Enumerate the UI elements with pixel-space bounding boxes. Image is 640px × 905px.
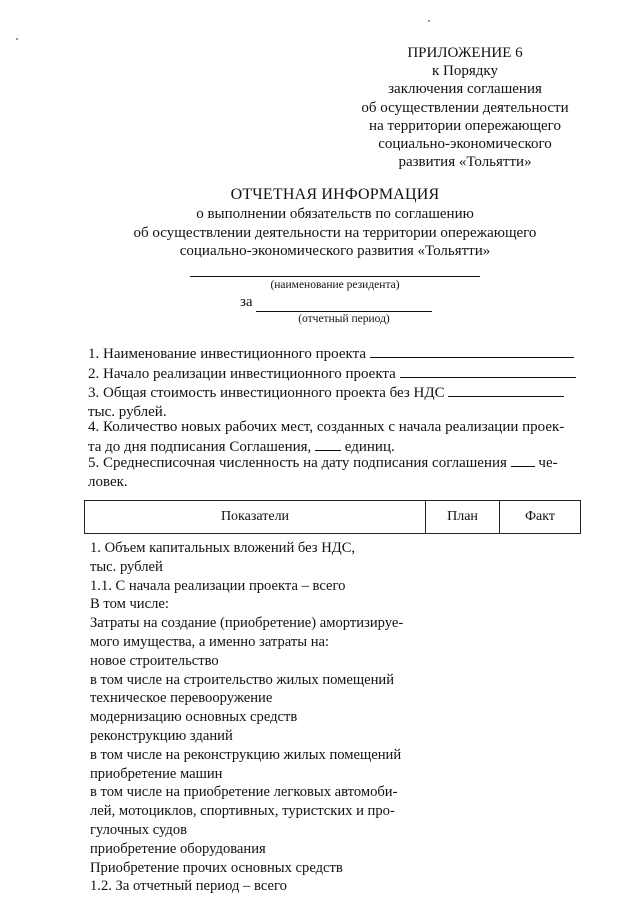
field-row-3 (88, 383, 580, 403)
resident-name-line[interactable] (190, 276, 480, 277)
column-header-plan: План (426, 501, 500, 534)
project-start-label: 2. Начало реализации инвестиционного проекта (88, 365, 396, 382)
scan-speck (16, 38, 18, 40)
appendix-line: развития «Тольятти» (398, 154, 532, 171)
project-name-field[interactable] (370, 344, 574, 358)
project-name-label: 1. Наименование инвестиционного проекта (88, 346, 367, 362)
appendix-line: социально-экономического (378, 136, 552, 153)
headcount-field[interactable] (511, 453, 535, 467)
scan-speck (428, 20, 430, 22)
report-title: ОТЧЕТНАЯ ИНФОРМАЦИЯ (230, 186, 440, 203)
indicator-list (90, 539, 403, 896)
indicator-row: гулочных судов (90, 821, 188, 838)
indicator-row: В том числе: (90, 596, 169, 613)
project-fields (88, 344, 580, 421)
project-cost-label: 3. Общая стоимость инвестиционного проекта без НДС (88, 385, 445, 401)
indicator-row: приобретение оборудования (90, 840, 266, 857)
column-header-fact: Факт (500, 501, 581, 534)
indicator-row: приобретение машин (90, 765, 223, 782)
jobs-count-field[interactable] (315, 437, 341, 451)
subtitle-line: социально-экономического развития «Тольятти» (179, 243, 491, 259)
jobs-label-line1: 4. Количество новых рабочих мест, созданных с начала реализации проек- (88, 419, 565, 435)
jobs-field-block (88, 418, 580, 456)
resident-caption: (наименование резидента) (270, 279, 400, 291)
indicator-row: 1.1. С начала реализации проекта – всего (90, 577, 346, 594)
project-start-field[interactable] (400, 364, 576, 378)
project-cost-field[interactable] (448, 383, 564, 397)
period-caption: (отчетный период) (298, 313, 390, 325)
column-header-indicators: Показатели (85, 501, 426, 534)
jobs-label-pre: та до дня подписания Соглашения, (88, 438, 312, 455)
appendix-line: об осуществлении деятельности (361, 99, 569, 116)
indicator-row: в том числе на приобретение легковых автомоби- (90, 784, 398, 801)
appendix-line: на территории опережающего (369, 117, 561, 134)
indicator-row: Затраты на создание (приобретение) амортизируе- (90, 615, 404, 632)
report-subtitle (0, 205, 640, 261)
indicator-row: мого имущества, а именно затраты на: (90, 633, 330, 650)
jobs-label-post: единиц. (344, 438, 395, 455)
appendix-line: к Порядку (432, 63, 498, 80)
field-row-1 (88, 344, 580, 364)
indicator-row: лей, мотоциклов, спортивных, туристских и про- (90, 803, 395, 820)
indicator-row: тыс. рублей (90, 558, 163, 575)
period-line[interactable] (256, 299, 432, 312)
indicator-row: реконструкцию зданий (90, 727, 233, 744)
indicator-row: в том числе на реконструкцию жилых помещений (90, 746, 402, 763)
indicators-table-header (84, 500, 581, 534)
subtitle-line: об осуществлении деятельности на территории опережающего (133, 224, 537, 241)
appendix-line: заключения соглашения (388, 81, 542, 98)
headcount-label-pre: 5. Среднесписочная численность на дату подписания соглашения (88, 455, 507, 471)
indicator-row: техническое перевооружение (90, 690, 273, 707)
field-row-2 (88, 364, 580, 384)
indicator-row: в том числе на строительство жилых помещений (90, 671, 395, 688)
indicator-row: новое строительство (90, 652, 219, 669)
indicator-row: Приобретение прочих основных средств (90, 859, 343, 876)
headcount-label-post: че- (538, 455, 558, 471)
subtitle-line: о выполнении обязательств по соглашению (196, 206, 474, 222)
indicator-row: модернизацию основных средств (90, 709, 298, 726)
indicator-row: 1.2. За отчетный период – всего (90, 878, 287, 895)
indicator-row: 1. Объем капитальных вложений без НДС, (90, 540, 356, 556)
headcount-field-block (88, 453, 580, 491)
appendix-header (330, 44, 600, 171)
project-cost-unit: тыс. рублей. (88, 403, 167, 420)
headcount-line2: ловек. (88, 473, 128, 490)
period-prefix: за (240, 294, 253, 310)
headcount-line1 (88, 453, 580, 473)
appendix-number: ПРИЛОЖЕНИЕ 6 (407, 45, 523, 61)
